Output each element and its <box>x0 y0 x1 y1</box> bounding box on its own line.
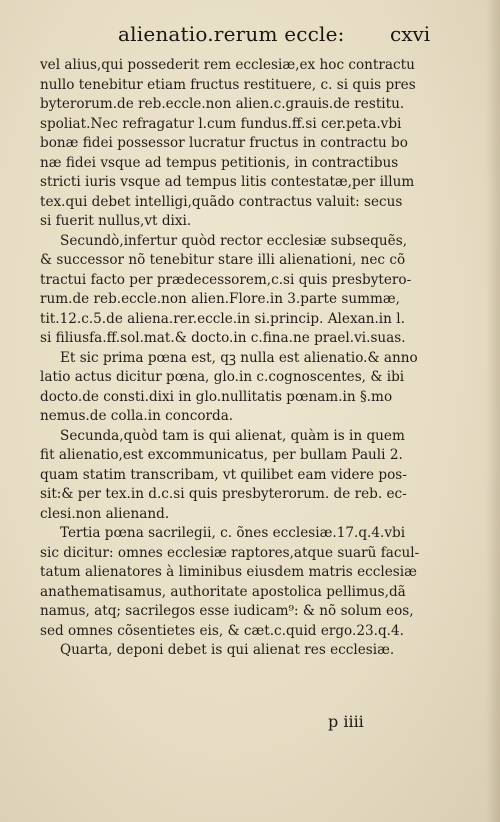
text-line: Secunda,quòd tam is qui alienat, quàm is in quem <box>60 427 405 444</box>
text-line: fit alienatio,est excommunicatus, per bullam Pauli 2. <box>40 447 403 463</box>
folio-number: cxvi <box>390 22 431 46</box>
page-header <box>118 22 488 52</box>
text-line: clesi.non alienand. <box>40 505 170 522</box>
text-line: sed omnes cõsentietes eis, & cæt.c.quid ergo.23.q.4. <box>40 622 404 639</box>
text-line: sic dicitur: omnes ecclesiæ raptores,atque suarũ facul- <box>40 544 420 561</box>
text-line: nullo tenebitur etiam fructus restituere, c. si quis pres <box>40 76 416 93</box>
text-line: stricti iuris vsque ad tempus litis contestatæ,per illum <box>40 174 415 190</box>
text-line: quam statim transcribam, vt quilibet eam videre pos- <box>40 466 407 483</box>
text-line: anathematisamus, authoritate apostolica pellimus,dã <box>40 583 406 600</box>
text-line: Quarta, deponi debet is qui alienat res ecclesiæ. <box>60 642 395 658</box>
text-line: latio actus dicitur pœna, glo.in c.cognoscentes, & ibi <box>40 369 405 385</box>
text-line: Et sic prima pœna est, qꝫ nulla est alienatio.& anno <box>60 349 418 366</box>
text-line: tractui facto per prædecessorem,c.si quis presbytero- <box>40 271 412 288</box>
text-line: spoliat.Nec refragatur l.cum fundus.ff.si cer.peta.vbi <box>40 115 402 132</box>
text-line: Tertia pœna sacrilegii, c. õnes ecclesiæ.17.q.4.vbi <box>60 525 406 541</box>
text-line: namus, atq; sacrilegos esse iudicam⁹: & nõ solum eos, <box>40 603 414 619</box>
text-line: tatum alienatores à liminibus eiusdem matris ecclesiæ <box>40 564 417 580</box>
text-line: docto.de consti.dixi in glo.nullitatis pœnam.in §.mo <box>40 388 393 405</box>
text-line: si filiusfa.ff.sol.mat.& docto.in c.fina.ne prael.vi.suas. <box>40 330 406 346</box>
text-line: & successor nõ tenebitur stare illi alienationi, nec cõ <box>40 252 406 268</box>
text-line: tex.qui debet intelligi,quãdo contractus valuit: secus <box>40 193 403 210</box>
page-footer <box>0 712 500 742</box>
text-line: nemus.de colla.in concorda. <box>40 408 234 424</box>
text-line: Secundò,infertur quòd rector ecclesiæ subsequẽs, <box>60 232 408 249</box>
text-line: vel alius,qui possederit rem ecclesiæ,ex hoc contractu <box>40 57 415 73</box>
text-line: si fuerit nullus,vt dixi. <box>40 213 192 229</box>
body-text <box>40 56 470 661</box>
text-line: byterorum.de reb.eccle.non alien.c.grauis.de restitu. <box>40 96 405 112</box>
text-line: rum.de reb.eccle.non alien.Flore.in 3.parte summæ, <box>40 291 400 307</box>
text-line: næ fidei vsque ad tempus petitionis, in contractibus <box>40 154 399 171</box>
page-edge-shadow <box>486 0 500 822</box>
running-head: alienatio.rerum eccle: <box>118 22 345 46</box>
signature-mark: p iiii <box>328 712 364 731</box>
text-line: bonæ fidei possessor lucratur fructus in contractu bo <box>40 135 408 151</box>
text-line: sit:& per tex.in d.c.si quis presbyterorum. de reb. ec- <box>40 486 407 502</box>
text-line: tit.12.c.5.de aliena.rer.eccle.in si.princip. Alexan.in l. <box>40 310 405 327</box>
